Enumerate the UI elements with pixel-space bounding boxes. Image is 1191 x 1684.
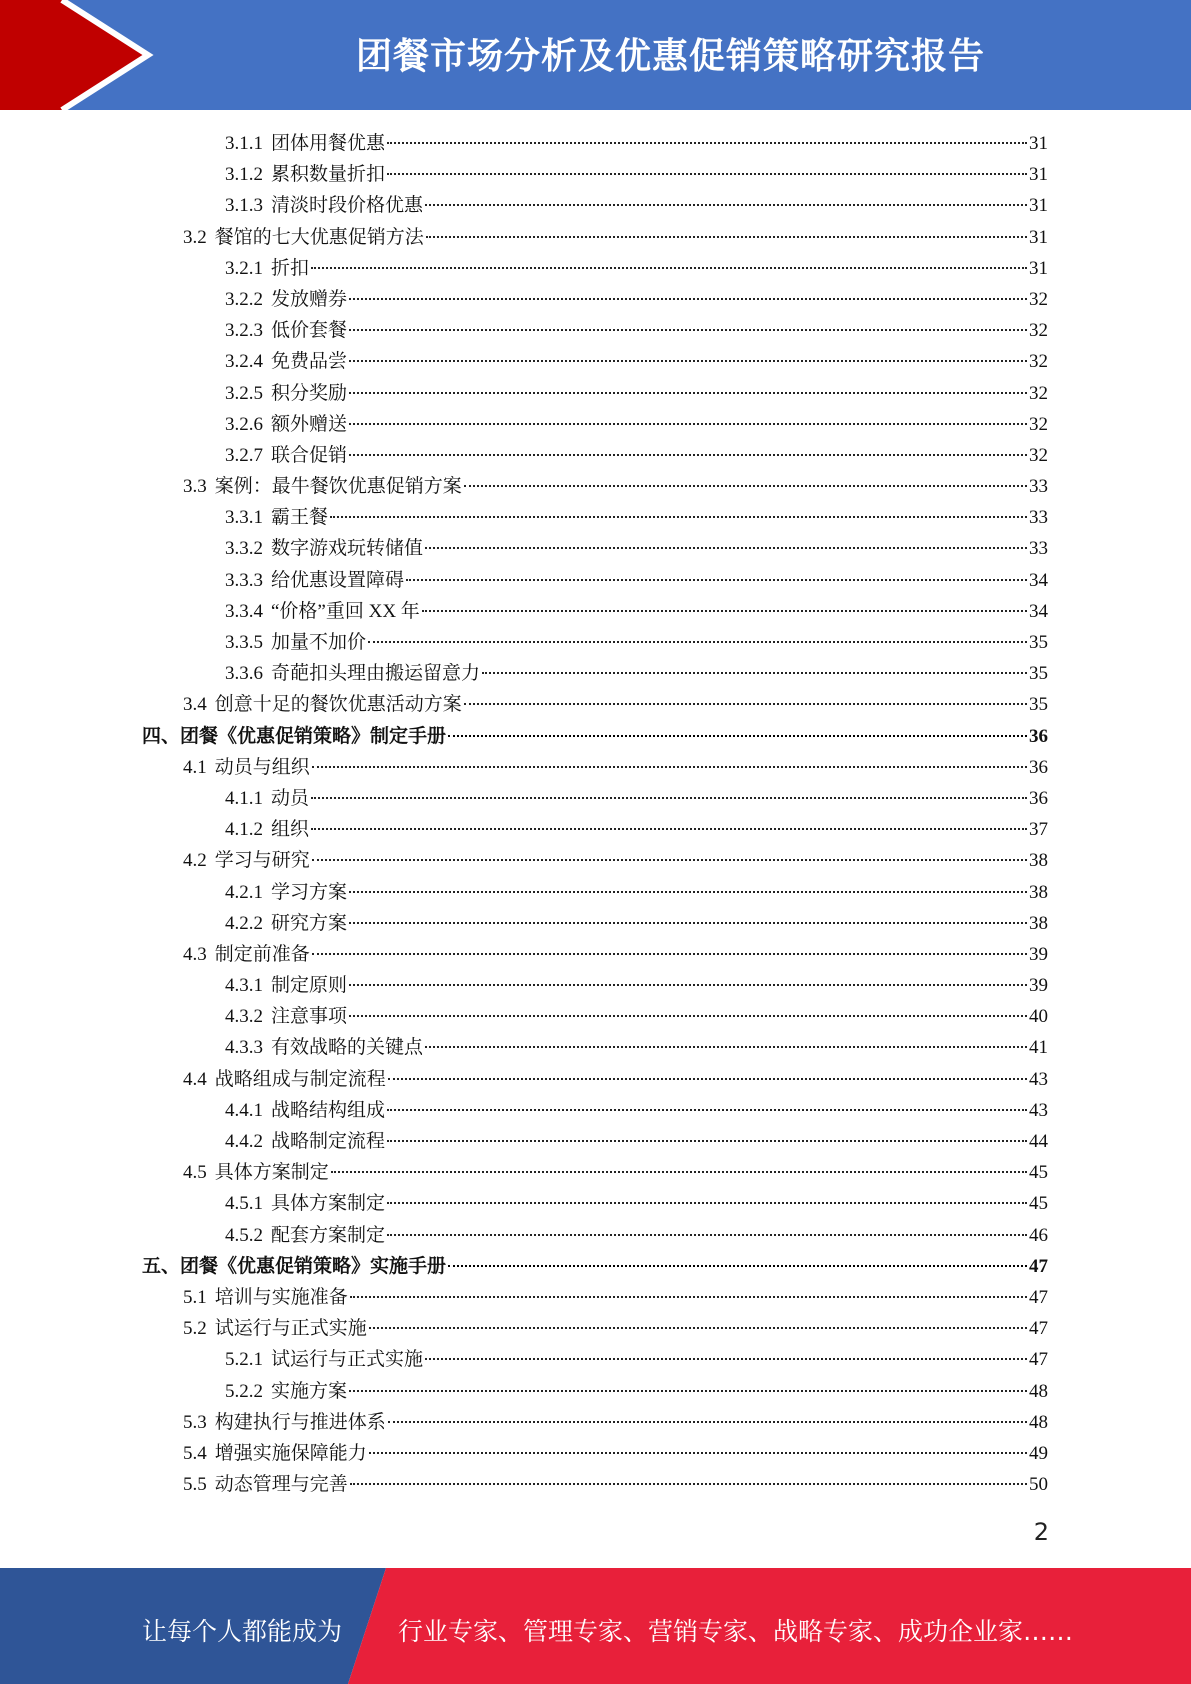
toc-entry-title: 数字游戏玩转储值 [271, 538, 424, 560]
toc-entry-title: 战略组成与制定流程 [214, 1068, 386, 1090]
toc-entry-number: 4.2.2 [225, 912, 263, 934]
toc-entry-title: 制定原则 [271, 975, 348, 997]
toc-dot-leader [331, 1171, 1027, 1173]
toc-dot-leader [387, 1202, 1027, 1204]
toc-dot-leader [464, 703, 1027, 705]
toc-entry[interactable] [142, 533, 1048, 564]
toc-dot-leader [368, 641, 1027, 643]
toc-entry-page: 31 [1029, 164, 1048, 186]
toc-entry-number: 3.2.1 [225, 257, 263, 279]
toc-entry-title: 餐馆的七大优惠促销方法 [214, 226, 424, 248]
toc-entry-number: 3.2 [183, 226, 207, 248]
toc-dot-leader [422, 610, 1027, 612]
toc-dot-leader [369, 1452, 1027, 1454]
toc-dot-leader [387, 1234, 1027, 1236]
toc-entry-number: 3.2.6 [225, 413, 263, 435]
toc-entry[interactable] [142, 159, 1048, 190]
toc-dot-leader [349, 298, 1027, 300]
toc-entry-page: 39 [1029, 975, 1048, 997]
toc-entry-page: 47 [1029, 1349, 1048, 1371]
toc-entry-number: 3.1.1 [225, 133, 263, 154]
toc-entry-page: 47 [1029, 1286, 1048, 1308]
toc-entry-page: 37 [1029, 819, 1048, 841]
toc-entry[interactable] [142, 814, 1048, 845]
toc-dot-leader [387, 1109, 1027, 1111]
toc-entry-number: 4.1.1 [225, 787, 263, 809]
toc-entry-number: 3.2.7 [225, 444, 263, 466]
toc-entry-page: 33 [1029, 538, 1048, 560]
toc-entry-page: 44 [1029, 1131, 1048, 1152]
toc-entry-number: 3.4 [183, 694, 207, 716]
toc-entry-title: 试运行与正式实施 [214, 1318, 367, 1340]
toc-entry-number: 5.3 [183, 1411, 207, 1433]
toc-entry-page: 35 [1029, 663, 1048, 685]
toc-entry-title: 有效战略的关键点 [271, 1037, 424, 1059]
toc-dot-leader [349, 360, 1027, 362]
table-of-contents [142, 128, 1048, 1500]
toc-entry-page: 36 [1029, 756, 1048, 778]
toc-entry-number: 3.3.2 [225, 538, 263, 560]
toc-entry-page: 45 [1029, 1193, 1048, 1215]
toc-dot-leader [349, 1390, 1027, 1392]
toc-entry-title: 四、团餐《优惠促销策略》制定手册 [142, 725, 447, 747]
toc-dot-leader [312, 859, 1027, 861]
toc-entry-page: 47 [1029, 1318, 1048, 1340]
toc-entry[interactable] [142, 1001, 1048, 1032]
toc-entry-page: 40 [1029, 1006, 1048, 1028]
toc-entry-title: 奇葩扣头理由搬运留意力 [271, 663, 481, 685]
toc-entry-number: 3.3.6 [225, 663, 263, 685]
toc-entry-title: 具体方案制定 [271, 1193, 386, 1215]
toc-entry-title: 培训与实施准备 [214, 1286, 348, 1308]
toc-dot-leader [425, 547, 1027, 549]
toc-dot-leader [464, 485, 1027, 487]
toc-dot-leader [425, 204, 1027, 206]
toc-entry-page: 33 [1029, 507, 1048, 529]
toc-dot-leader [349, 1015, 1027, 1017]
toc-entry-number: 5.5 [183, 1474, 207, 1496]
toc-entry[interactable] [142, 877, 1048, 908]
toc-entry-page: 50 [1029, 1474, 1048, 1496]
toc-entry[interactable] [142, 1188, 1048, 1219]
toc-entry[interactable] [142, 845, 1048, 876]
toc-entry-title: “价格”重回 XX 年 [271, 600, 420, 622]
toc-entry-title: 五、团餐《优惠促销策略》实施手册 [142, 1255, 447, 1277]
toc-entry-page: 32 [1029, 413, 1048, 435]
toc-entry-number: 3.1.3 [225, 195, 263, 217]
toc-entry-title: 动员与组织 [214, 756, 310, 778]
toc-entry[interactable] [142, 908, 1048, 939]
toc-entry-page: 41 [1029, 1037, 1048, 1059]
toc-entry-page: 34 [1029, 600, 1048, 622]
toc-dot-leader [426, 236, 1027, 238]
toc-entry[interactable] [142, 471, 1048, 502]
toc-dot-leader [387, 1140, 1027, 1142]
toc-entry-page: 35 [1029, 694, 1048, 716]
toc-entry-number: 3.2.2 [225, 288, 263, 310]
toc-entry-title: 低价套餐 [271, 320, 348, 342]
toc-entry-title: 战略制定流程 [271, 1131, 386, 1152]
toc-entry-title: 发放赠券 [271, 288, 348, 310]
toc-entry-page: 48 [1029, 1411, 1048, 1433]
toc-entry-title: 战略结构组成 [271, 1099, 386, 1121]
toc-entry-title: 实施方案 [271, 1380, 348, 1402]
toc-entry-title: 制定前准备 [214, 943, 310, 965]
toc-dot-leader [311, 797, 1027, 799]
toc-dot-leader [330, 516, 1027, 518]
toc-entry-number: 3.3 [183, 476, 207, 498]
toc-entry[interactable] [142, 1095, 1048, 1126]
toc-entry-page: 48 [1029, 1380, 1048, 1402]
toc-entry-title: 创意十足的餐饮优惠活动方案 [214, 694, 462, 716]
toc-entry[interactable] [142, 970, 1048, 1001]
toc-entry[interactable] [142, 1064, 1048, 1095]
toc-dot-leader [387, 142, 1027, 144]
toc-dot-leader [482, 672, 1027, 674]
toc-entry-title: 动态管理与完善 [214, 1474, 348, 1496]
toc-entry-number: 4.5.1 [225, 1193, 263, 1215]
toc-entry-number: 4.3 [183, 943, 207, 965]
toc-entry-title: 给优惠设置障碍 [271, 569, 405, 591]
toc-entry[interactable] [142, 222, 1048, 253]
toc-entry-page: 31 [1029, 133, 1048, 154]
toc-entry-page: 43 [1029, 1068, 1048, 1090]
toc-entry-number: 4.2 [183, 850, 207, 872]
toc-entry-number: 3.2.5 [225, 382, 263, 404]
toc-entry-title: 积分奖励 [271, 382, 348, 404]
toc-entry-number: 4.5.2 [225, 1224, 263, 1246]
toc-entry[interactable] [142, 128, 1048, 159]
toc-entry-page: 38 [1029, 881, 1048, 903]
toc-entry-number: 4.4.2 [225, 1131, 263, 1152]
footer-slogan-right: 行业专家、管理专家、营销专家、战略专家、成功企业家…… [398, 1617, 1074, 1646]
toc-entry-number: 4.4.1 [225, 1099, 263, 1121]
toc-entry-number: 5.1 [183, 1286, 207, 1308]
toc-dot-leader [425, 1046, 1027, 1048]
toc-entry-number: 4.1.2 [225, 819, 263, 841]
toc-entry-page: 34 [1029, 569, 1048, 591]
toc-dot-leader [448, 1265, 1027, 1267]
toc-dot-leader [448, 735, 1027, 737]
toc-entry-number: 4.5 [183, 1162, 207, 1184]
toc-dot-leader [349, 423, 1027, 425]
toc-entry[interactable] [142, 627, 1048, 658]
toc-entry-number: 3.3.4 [225, 600, 263, 622]
toc-entry-title: 免费品尝 [271, 351, 348, 373]
toc-entry[interactable] [142, 1282, 1048, 1313]
toc-dot-leader [311, 267, 1027, 269]
toc-entry[interactable] [142, 1032, 1048, 1063]
toc-entry[interactable] [142, 596, 1048, 627]
toc-entry-number: 5.2 [183, 1318, 207, 1340]
toc-entry[interactable] [142, 939, 1048, 970]
toc-entry[interactable] [142, 1344, 1048, 1375]
toc-entry-title: 案例：最牛餐饮优惠促销方案 [214, 476, 462, 498]
toc-entry[interactable] [142, 721, 1048, 752]
toc-dot-leader [349, 922, 1027, 924]
toc-entry-page: 36 [1029, 787, 1048, 809]
toc-entry[interactable] [142, 752, 1048, 783]
toc-entry[interactable] [142, 565, 1048, 596]
toc-entry[interactable] [142, 1376, 1048, 1407]
toc-dot-leader [311, 828, 1027, 830]
toc-entry-page: 32 [1029, 320, 1048, 342]
toc-entry[interactable] [142, 315, 1048, 346]
toc-entry[interactable] [142, 658, 1048, 689]
toc-entry-number: 4.4 [183, 1068, 207, 1090]
toc-entry-page: 38 [1029, 912, 1048, 934]
footer-slogan-left: 让每个人都能成为 [142, 1617, 343, 1646]
toc-entry-page: 32 [1029, 444, 1048, 466]
toc-dot-leader [388, 1421, 1027, 1423]
toc-entry[interactable] [142, 1469, 1048, 1500]
toc-entry[interactable] [142, 1313, 1048, 1344]
toc-entry[interactable] [142, 190, 1048, 221]
toc-entry-page: 43 [1029, 1099, 1048, 1121]
toc-entry[interactable] [142, 253, 1048, 284]
toc-dot-leader [369, 1327, 1027, 1329]
toc-dot-leader [406, 579, 1027, 581]
toc-entry-page: 45 [1029, 1162, 1048, 1184]
toc-entry-page: 47 [1029, 1255, 1048, 1277]
toc-entry-page: 46 [1029, 1224, 1048, 1246]
toc-dot-leader [350, 1483, 1027, 1485]
toc-entry-title: 额外赠送 [271, 413, 348, 435]
document-title: 团餐市场分析及优惠促销策略研究报告 [355, 36, 985, 77]
toc-entry-title: 组织 [271, 819, 310, 841]
toc-dot-leader [349, 984, 1027, 986]
toc-entry[interactable] [142, 1157, 1048, 1188]
toc-entry[interactable] [142, 378, 1048, 409]
toc-entry-number: 4.3.3 [225, 1037, 263, 1059]
toc-dot-leader [349, 454, 1027, 456]
toc-entry-number: 3.3.3 [225, 569, 263, 591]
toc-entry[interactable] [142, 409, 1048, 440]
toc-entry-number: 4.3.2 [225, 1006, 263, 1028]
toc-entry[interactable] [142, 1407, 1048, 1438]
page-footer [0, 1568, 1191, 1684]
toc-entry-title: 学习方案 [271, 881, 348, 903]
toc-entry-page: 31 [1029, 195, 1048, 217]
toc-entry-number: 5.4 [183, 1442, 207, 1464]
toc-dot-leader [312, 766, 1027, 768]
toc-entry[interactable] [142, 1251, 1048, 1282]
toc-entry-title: 增强实施保障能力 [214, 1442, 367, 1464]
toc-entry[interactable] [142, 689, 1048, 720]
toc-entry-title: 研究方案 [271, 912, 348, 934]
toc-entry-title: 配套方案制定 [271, 1224, 386, 1246]
toc-entry-page: 31 [1029, 257, 1048, 279]
toc-entry-page: 33 [1029, 476, 1048, 498]
toc-entry-page: 38 [1029, 850, 1048, 872]
toc-dot-leader [349, 329, 1027, 331]
toc-entry[interactable] [142, 1438, 1048, 1469]
toc-entry-number: 4.3.1 [225, 975, 263, 997]
toc-dot-leader [388, 1078, 1027, 1080]
toc-entry-title: 加量不加价 [271, 632, 367, 653]
toc-entry-page: 39 [1029, 943, 1048, 965]
toc-dot-leader [387, 173, 1027, 175]
toc-entry-title: 动员 [271, 787, 310, 809]
toc-dot-leader [425, 1358, 1027, 1360]
toc-entry-page: 35 [1029, 632, 1048, 653]
toc-entry-title: 霸王餐 [271, 507, 329, 529]
toc-entry-page: 36 [1029, 725, 1048, 747]
toc-entry[interactable] [142, 1220, 1048, 1251]
toc-entry-number: 3.1.2 [225, 164, 263, 186]
toc-entry-page: 32 [1029, 288, 1048, 310]
toc-entry-title: 构建执行与推进体系 [214, 1411, 386, 1433]
toc-dot-leader [350, 1296, 1027, 1298]
toc-entry-number: 4.2.1 [225, 881, 263, 903]
page-number: 2 [1033, 1518, 1049, 1546]
toc-entry-title: 累积数量折扣 [271, 164, 386, 186]
toc-entry-title: 具体方案制定 [214, 1162, 329, 1184]
toc-entry-page: 32 [1029, 382, 1048, 404]
toc-entry-number: 4.1 [183, 756, 207, 778]
toc-entry[interactable] [142, 284, 1048, 315]
toc-entry-number: 5.2.1 [225, 1349, 263, 1371]
page-header [0, 0, 1191, 110]
toc-entry-title: 学习与研究 [214, 850, 310, 872]
toc-entry[interactable] [142, 1126, 1048, 1157]
toc-entry-number: 5.2.2 [225, 1380, 263, 1402]
toc-entry-number: 3.3.5 [225, 632, 263, 653]
toc-entry-page: 49 [1029, 1442, 1048, 1464]
toc-entry-page: 31 [1029, 226, 1048, 248]
toc-entry[interactable] [142, 502, 1048, 533]
toc-entry-title: 联合促销 [271, 444, 348, 466]
toc-entry-title: 试运行与正式实施 [271, 1349, 424, 1371]
toc-dot-leader [312, 953, 1027, 955]
toc-entry-title: 清淡时段价格优惠 [271, 195, 424, 217]
toc-entry[interactable] [142, 783, 1048, 814]
toc-entry-title: 折扣 [271, 257, 310, 279]
toc-entry-number: 3.2.4 [225, 351, 263, 373]
toc-entry-number: 3.2.3 [225, 320, 263, 342]
toc-dot-leader [349, 891, 1027, 893]
toc-entry-title: 团体用餐优惠 [271, 133, 386, 154]
toc-entry-title: 注意事项 [271, 1006, 348, 1028]
toc-entry[interactable] [142, 346, 1048, 377]
toc-entry-page: 32 [1029, 351, 1048, 373]
toc-entry-number: 3.3.1 [225, 507, 263, 529]
toc-dot-leader [349, 392, 1027, 394]
toc-entry[interactable] [142, 440, 1048, 471]
